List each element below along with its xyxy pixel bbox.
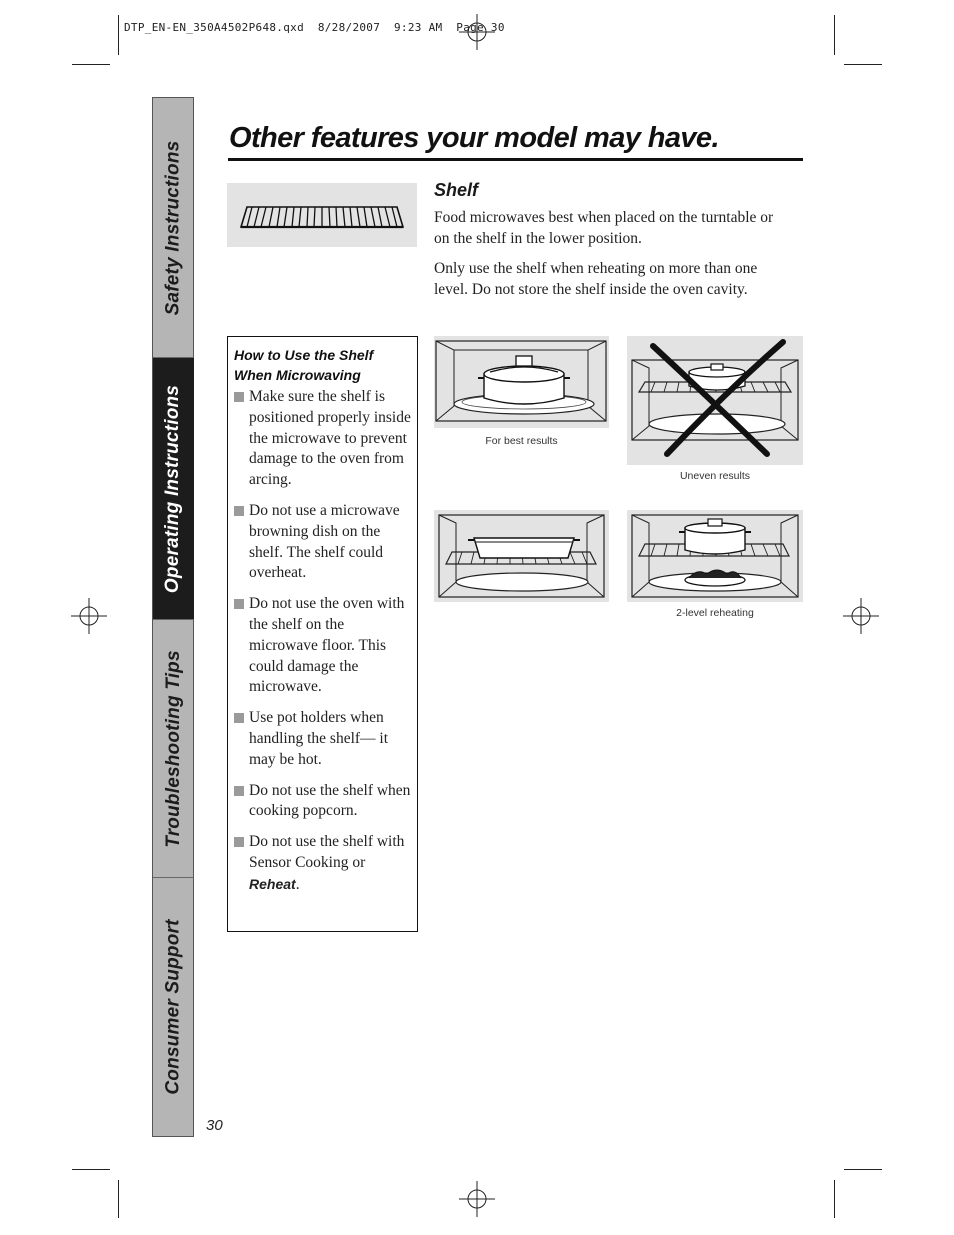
- tab-safety-instructions[interactable]: [153, 98, 194, 358]
- uneven-results-caption: Uneven results: [679, 470, 751, 482]
- tab-label: Safety Instructions: [162, 140, 184, 315]
- two-level-caption: 2-level reheating: [676, 607, 754, 619]
- microwave-shelf-dish-icon: [434, 510, 609, 602]
- microwave-two-level-icon: [627, 510, 803, 602]
- microwave-crossed-icon: [627, 336, 803, 465]
- title-rule: [228, 158, 803, 161]
- crop-mark: [834, 15, 835, 55]
- howto-title: How to Use the Shelf When Microwaving: [234, 347, 374, 383]
- tab-label: Consumer Support: [162, 919, 184, 1095]
- reheat-emphasis: Reheat: [249, 875, 296, 892]
- crop-mark: [844, 64, 882, 65]
- shelf-casserole-illustration: [434, 510, 609, 602]
- microwave-dish-icon: [434, 336, 609, 428]
- crop-mark: [834, 1180, 835, 1218]
- crop-mark: [118, 15, 119, 55]
- registration-mark-icon: [71, 598, 107, 634]
- shelf-paragraph: Food microwaves best when placed on the turntable or on the shelf in the lower position.: [434, 209, 774, 247]
- page-number: 30: [206, 1117, 223, 1134]
- two-level-illustration: [627, 510, 803, 602]
- file-slug: DTP_EN-EN_350A4502P648.qxd 8/28/2007 9:23 AM Page 30: [124, 21, 505, 34]
- list-item: [234, 781, 411, 823]
- registration-mark-icon: [459, 14, 495, 50]
- bullet-text: Do not use a microwave browning dish on the shelf. The shelf could overheat.: [249, 501, 400, 582]
- bullet-square-icon: [234, 392, 244, 402]
- uneven-results-illustration: [627, 336, 803, 465]
- shelf-paragraph: Only use the shelf when reheating on more than one level. Do not store the shelf inside the oven cavity.: [434, 260, 758, 298]
- list-item: [234, 708, 411, 770]
- bullet-text: Do not use the shelf when cooking popcorn.: [249, 781, 411, 820]
- tab-operating-instructions[interactable]: [153, 358, 194, 620]
- list-item: [234, 501, 411, 584]
- list-item: [234, 594, 411, 698]
- tab-troubleshooting-tips[interactable]: [153, 620, 194, 878]
- shelf-illustration: [227, 183, 417, 247]
- registration-mark-icon: [459, 1181, 495, 1217]
- list-item: [234, 832, 411, 895]
- section-heading: Shelf: [434, 180, 479, 200]
- bullet-square-icon: [234, 786, 244, 796]
- bullet-text: Do not use the oven with the shelf on the microwave floor. This could damage the microwave.: [249, 595, 405, 696]
- list-item: [234, 387, 411, 491]
- tab-consumer-support[interactable]: [153, 878, 194, 1136]
- crop-mark: [844, 1169, 882, 1170]
- crop-mark: [72, 64, 110, 65]
- bullet-square-icon: [234, 506, 244, 516]
- bullet-text: Do not use the shelf with Sensor Cooking or: [249, 833, 405, 871]
- crop-mark: [72, 1169, 110, 1170]
- tab-label: Troubleshooting Tips: [162, 649, 184, 848]
- page-title: Other features your model may have.: [229, 122, 719, 154]
- bullet-square-icon: [234, 713, 244, 723]
- best-results-caption: For best results: [485, 435, 558, 447]
- tab-label: Operating Instructions: [162, 384, 184, 593]
- best-results-illustration: [434, 336, 609, 428]
- bullet-text-end: .: [295, 875, 300, 893]
- bullet-square-icon: [234, 599, 244, 609]
- bullet-text: Use pot holders when handling the shelf— it may be hot.: [249, 709, 389, 768]
- section-sidebar: [152, 97, 194, 1137]
- shelf-rack-icon: [227, 183, 417, 247]
- crop-mark: [118, 1180, 119, 1218]
- howto-box: [227, 336, 418, 932]
- registration-mark-icon: [843, 598, 879, 634]
- bullet-text: Make sure the shelf is positioned properly inside the microwave to prevent damage to the oven from arcing.: [249, 388, 411, 489]
- bullet-square-icon: [234, 837, 244, 847]
